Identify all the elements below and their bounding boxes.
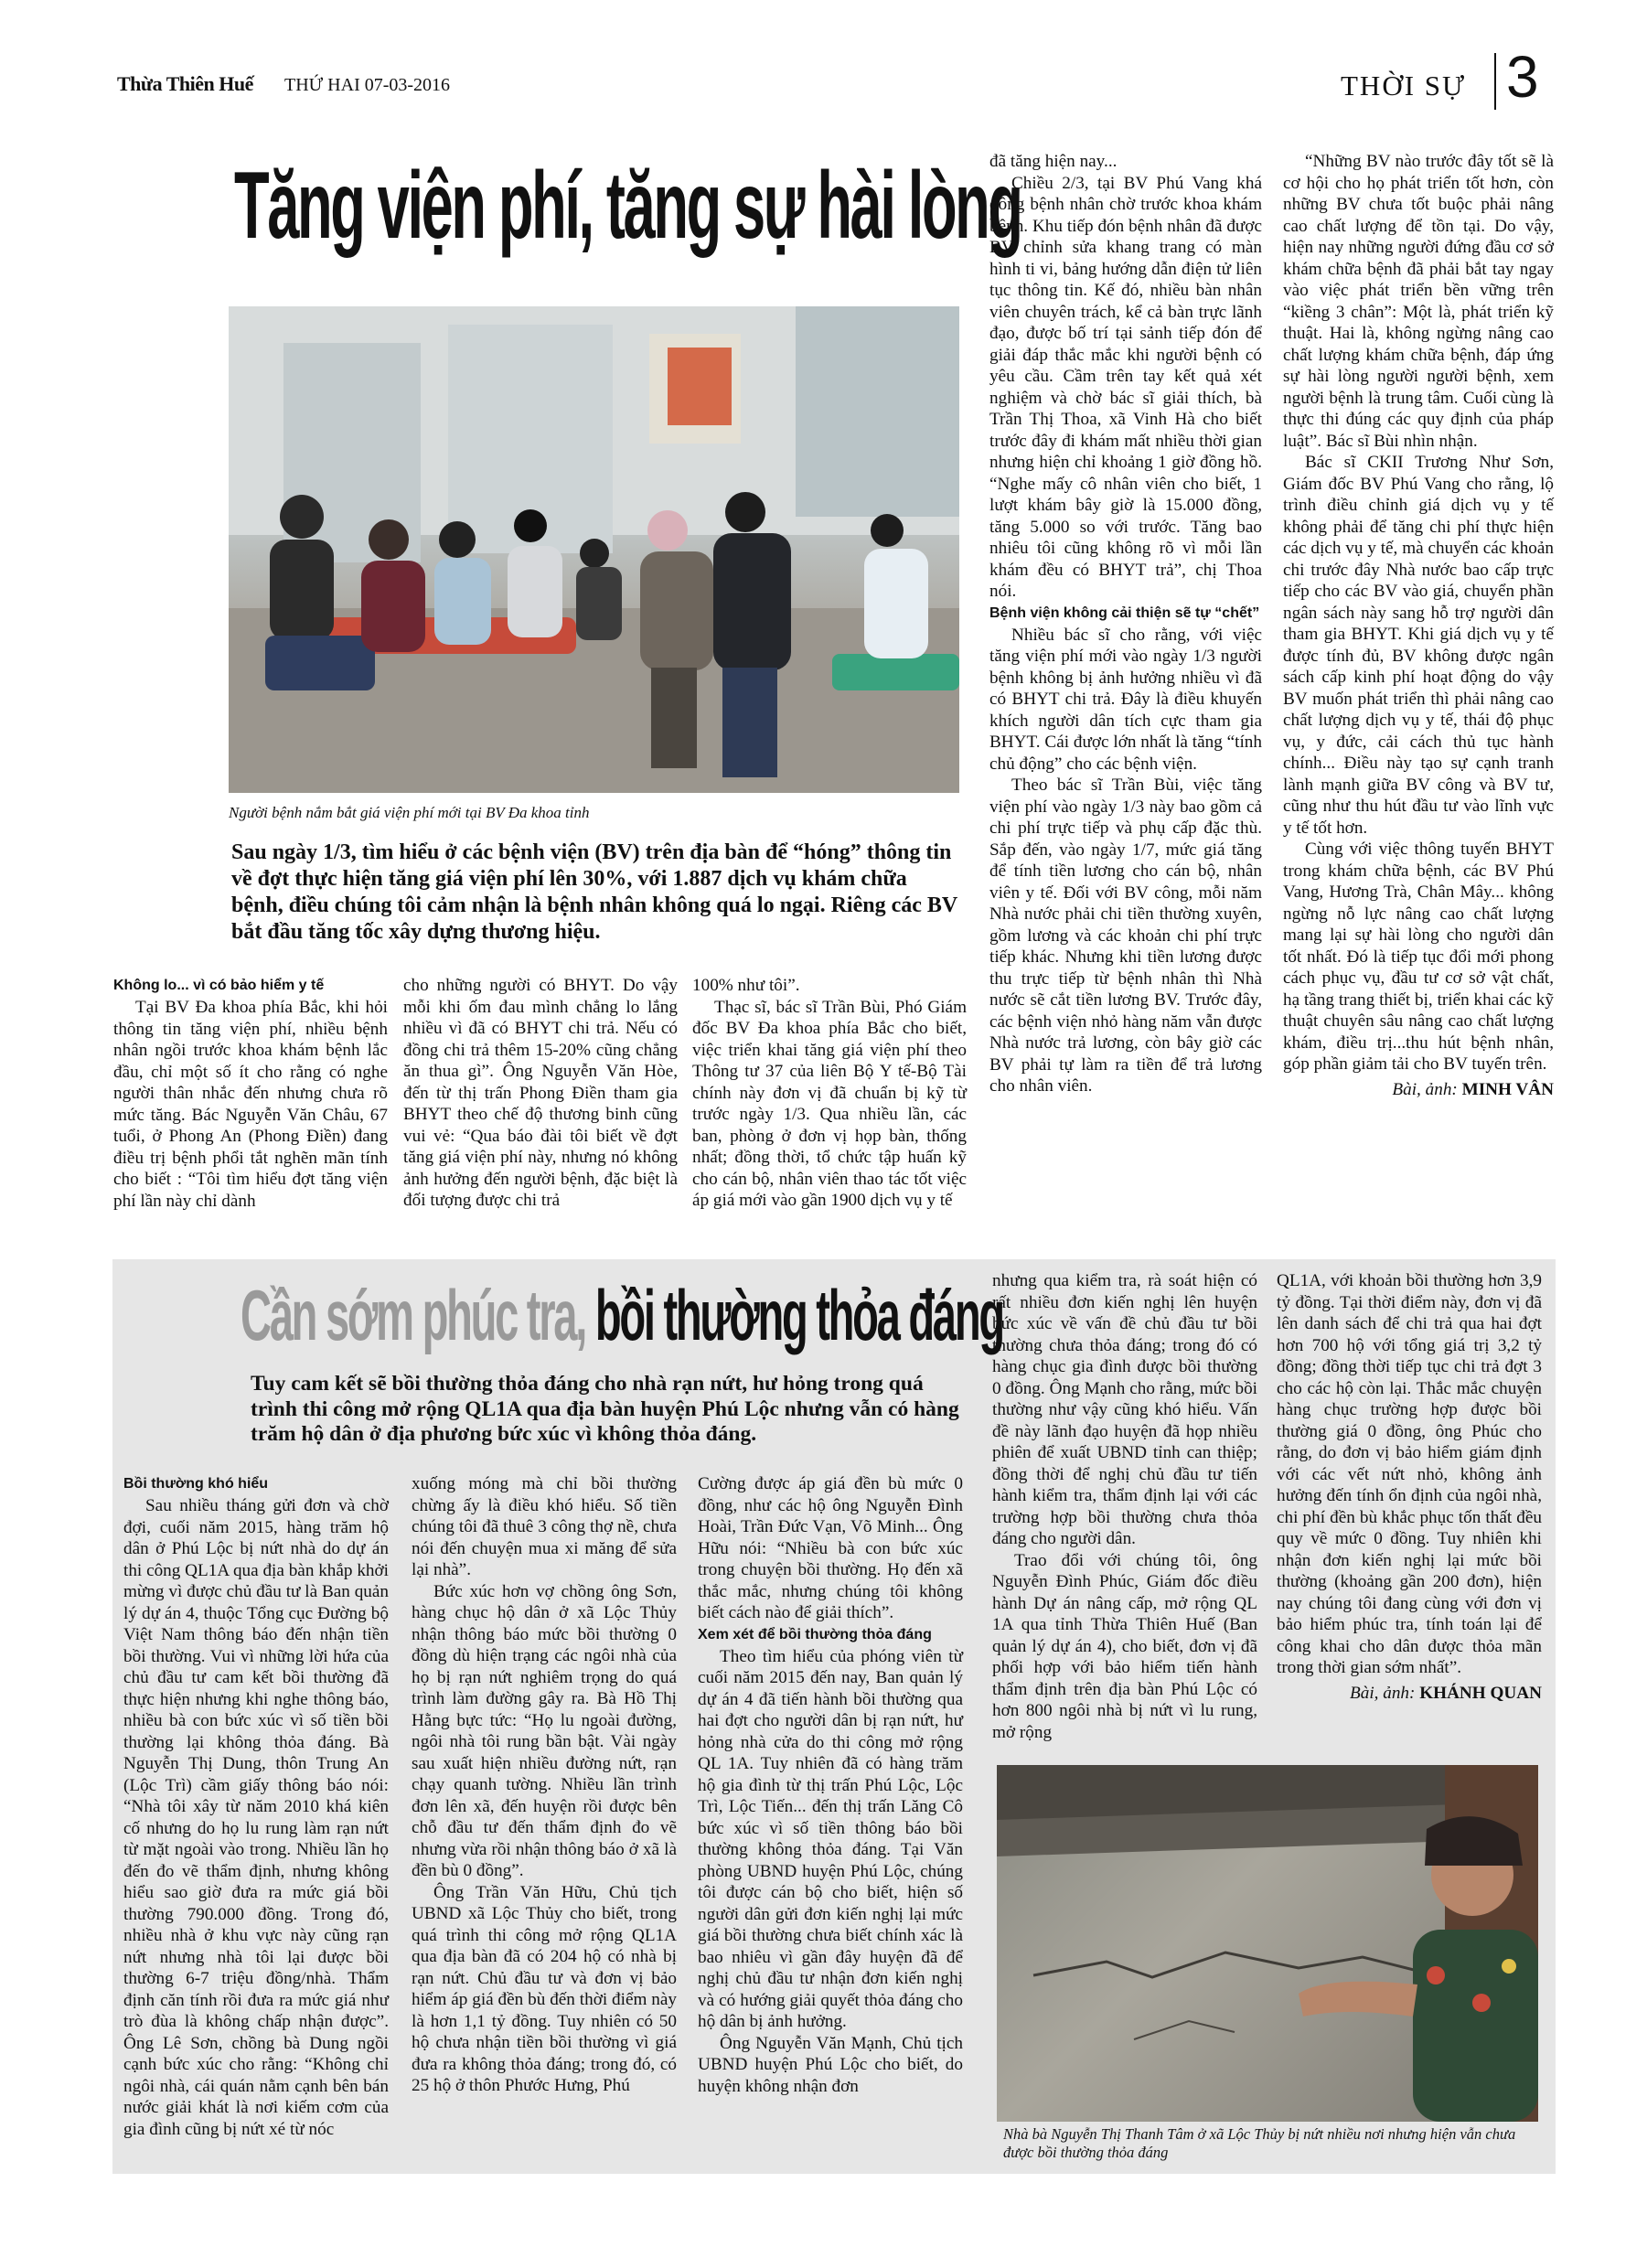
page-divider xyxy=(1494,53,1496,110)
article2-col1-text: Sau nhiều tháng gửi đơn và chờ đợi, cuối năm 2015, hàng trăm hộ dân ở Phú Lộc bị nứt nhà do dự án thi công QL1A qua địa bàn khắp khởi mừng vì được chủ đầu tư là Ban quản lý dự án 4, thuộc Tổng cục Đường bộ Việt Nam thông báo đến nhận tiền bồi thường. Vui vì những lời hứa của chủ đầu tư cam kết bồi thường đã thực hiện nhưng khi nghe thông báo, nhiều bà con bức xúc vì số tiền bồi thường lại không thỏa đáng. Bà Nguyễn Thị Dung, thôn Trung An (Lộc Trì) cầm giấy thông báo nói: “Nhà tôi xây từ năm 2010 khá kiên cố nhưng do họ lu rung làm rạn nứt từ mặt ngoài vào trong. Nhiều lần họ đến đo vẽ thẩm định, nhưng không hiểu sao giờ đưa ra mức giá bồi thường 790.000 đồng. Trong đó, nhiều nhà ở khu vực này cũng rạn nứt nhưng nhà tôi lại được bồi thường 6-7 triệu đồng/nhà. Thẩm định căn tính rồi đưa ra mức giá như trò đùa là không chấp nhận được”. Ông Lê Sơn, chồng bà Dung ngồi cạnh bức xúc cho rằng: “Không chỉ ngôi nhà, cái quán nằm cạnh bên bán nước giải khát là nơi kiếm cơm của gia đình cũng bị nứt xé từ nóc xyxy=(123,1496,389,2139)
cracked-wall-photo xyxy=(997,1765,1538,2122)
article2-col4-p2: Trao đổi với chúng tôi, ông Nguyễn Đình Phúc, Giám đốc điều hành Dự án nâng cấp, mở rộng QL 1A qua tỉnh Thừa Thiên Huế (Ban quản lý dự án 4), cho biết, đơn vị đã phối hợp với bảo hiểm tiến hành thẩm định trên địa bàn Phú Lộc có hơn 800 ngôi nhà bị nứt vì lu rung, mở rộng xyxy=(992,1550,1257,1742)
article1-col3 xyxy=(692,975,967,1212)
article2-col1 xyxy=(123,1473,389,2140)
article1-byline-label: Bài, ảnh: xyxy=(1392,1079,1458,1099)
article1-col1-text: Tại BV Đa khoa phía Bắc, khi hỏi thông tin tăng viện phí, nhiều bệnh nhân ngồi trước khoa khám bệnh lắc đầu, chỉ một số ít cho rằng có nghe người thân nhắc đến nhưng chưa rõ mức tăng. Bác Nguyễn Văn Châu, 67 tuổi, ở Phong An (Phong Điền) đang điều trị bệnh phổi tắt nghẽn mãn tính cho biết : “Tôi tìm hiểu đợt tăng viện phí lần này chỉ dành xyxy=(113,998,388,1211)
article1-byline xyxy=(1283,1079,1554,1101)
article2-col3-p3: Ông Nguyễn Văn Mạnh, Chủ tịch UBND huyện Phú Lộc cho biết, do huyện không nhận đơn xyxy=(698,2033,963,2096)
article2-photo-caption: Nhà bà Nguyễn Thị Thanh Tâm ở xã Lộc Thủy bị nứt nhiều nơi nhưng hiện vẫn chưa được bồi thường thỏa đáng xyxy=(1003,2125,1516,2161)
article2-col2 xyxy=(412,1473,677,2097)
hospital-photo xyxy=(229,306,959,793)
article1-col1 xyxy=(113,975,388,1212)
article2-byline-label: Bài, ảnh: xyxy=(1350,1683,1416,1703)
article1-col5-p1: “Những BV nào trước đây tốt sẽ là cơ hội cho họ phát triển tốt hơn, còn những BV chưa tốt buộc phải nâng cao chất lượng để tồn tại. Do vậy, hiện nay những người đứng đầu cơ sở khám chữa bệnh đã phải bắt tay ngay vào việc phát triển bền vững trên “kiềng 3 chân”: Một là, phát triển kỹ thuật. Hai là, không ngừng nâng cao chất lượng khám chữa bệnh, đáp ứng sự hài lòng người người bệnh, xem người bệnh là trung tâm. Cuối cùng là thực thi đúng các quy định của pháp luật”. Bác sĩ Bùi nhìn nhận. xyxy=(1283,152,1554,451)
article1-byline-name: MINH VÂN xyxy=(1461,1079,1554,1099)
article1-col3-p2: Thạc sĩ, bác sĩ Trần Bùi, Phó Giám đốc BV Đa khoa phía Bắc cho biết, việc triển khai tăng giá viện phí theo Thông tư 37 của liên Bộ Y tế-Bộ Tài chính này đơn vị đã chuẩn bị kỹ từ trước ngày 1/3. Qua nhiều lần, các ban, phòng ở đơn vị họp bàn, thống nhất; đồng thời, tổ chức tập huấn kỹ cho cán bộ, nhân viên thao tác tốt việc áp giá mới vào gần 1900 dịch vụ y tế xyxy=(692,997,967,1210)
article1-lead: Sau ngày 1/3, tìm hiểu ở các bệnh viện (BV) trên địa bàn để “hóng” thông tin về đợt thực hiện tăng giá viện phí lên 30%, với 1.887 dịch vụ khám chữa bệnh, điều chúng tôi cảm nhận là bệnh nhân không quá lo ngại. Riêng các BV bắt đầu tăng tốc xây dựng thương hiệu. xyxy=(231,840,957,944)
masthead-date: THỨ HAI 07-03-2016 xyxy=(284,75,451,95)
article1-col4-p2: Chiều 2/3, tại BV Phú Vang khá đông bệnh nhân chờ trước khoa khám bệnh. Khu tiếp đón bệnh nhân đã được BV chỉnh sửa khang trang có màn hình ti vi, bảng hướng dẫn điện tử liên tục thông tin. Kế đó, nhiều bàn nhân viên chuyên trách, kể cả bàn trực lãnh đạo, được bố trí tại sảnh tiếp đón để giải đáp thắc mắc khi người bệnh có yêu cầu. Cầm trên tay kết quả xét nghiệm và chờ bác sĩ giải thích, bà Trần Thị Thoa, xã Vinh Hà cho biết trước đây đi khám mất nhiều thời gian nhưng hiện chỉ khoảng 1 giờ đồng hồ. “Nghe mấy cô nhân viên cho biết, 1 lượt khám bây giờ là 15.000 đồng, tăng 5.000 so với trước. Tăng bao nhiêu tôi cũng không rõ vì mỗi lần khám đều có BHYT trả”, chị Thoa nói. xyxy=(989,173,1262,601)
masthead-paper: Thừa Thiên Huế xyxy=(117,72,253,95)
article2-byline-name: KHÁNH QUAN xyxy=(1419,1683,1542,1703)
article2-col4 xyxy=(992,1270,1257,1743)
page-number: 3 xyxy=(1506,44,1539,110)
article1-col4-p4: Theo bác sĩ Trần Bùi, việc tăng viện phí vào ngày 1/3 này bao gồm cả chi phí trực tiếp và phụ cấp đặc thù. Sắp đến, vào ngày 1/7, mức giá tăng để tính tiền lương cho cán bộ, nhân viên y tế. Đối với BV công, mỗi năm Nhà nước phải chi tiền thường xuyên, gồm lương và các khoản chi phí trực tiếp khác. Nhưng khi tiền lương được thu trực tiếp từ bệnh nhân thì Nhà nước sẽ cắt tiền lương BV. Trước đây, các bệnh viện nhỏ hàng năm vẫn được Nhà nước trả lương, còn bây giờ các BV phải tự làm ra tiền để trả lương cho nhân viên. xyxy=(989,776,1262,1096)
article2-headline-part2: bồi thường thỏa đáng xyxy=(594,1277,1003,1356)
article1-col2-text: cho những người có BHYT. Do vậy mỗi khi ốm đau mình chẳng lo lắng nhiều vì đã có BHYT chi trả. Nếu có đồng chi trả thêm 15-20% cũng chẳng ăn thua gì”. Ông Nguyễn Văn Hòe, đến từ thị trấn Phong Điền tham gia BHYT theo chế độ thương binh cũng vui vẻ: “Qua báo đài tôi biết về đợt tăng giá viện phí này, nhưng nó không ảnh hưởng đến người bệnh, đặc biệt là đối tượng được chi trả xyxy=(403,976,678,1210)
article2-col4-p1: nhưng qua kiểm tra, rà soát hiện có rất nhiều đơn kiến nghị lên huyện bức xúc về vấn đề chủ đầu tư bồi thường chưa thỏa đáng; trong đó có hàng chục gia đình được bồi thường 0 đồng. Ông Mạnh cho rằng, mức bồi thường như vậy cũng khó hiểu. Vấn đề này lãnh đạo huyện đã họp nhiều phiên để xuất UBND tỉnh can thiệp; đồng thời để nghị chủ đầu tư tiến hành kiểm tra, thẩm định lại với các trường hợp bồi thường chưa thỏa đáng cho người dân. xyxy=(992,1271,1257,1548)
article1-subhead1: Không lo... vì có bảo hiểm y tế xyxy=(113,978,325,993)
article2-byline xyxy=(1277,1683,1542,1705)
article1-col5-p2: Bác sĩ CKII Trương Như Sơn, Giám đốc BV Phú Vang cho rằng, lộ trình điều chỉnh giá dịch vụ y tế không phải để tăng chi phí thực hiện các dịch vụ y tế, mà chuyển các khoản chi trước đây Nhà nước bao cấp trực tiếp cho các BV vào giá, chuyển phần ngân sách này sang hỗ trợ người dân tham gia BHYT. Khi giá dịch vụ y tế được tính đủ, BV không được ngân sách cấp kinh phí hoạt động do vậy BV muốn phát triển thì phải nâng cao chất lượng dịch vụ y tế, thái độ phục vụ, y đức, cải cách thủ tục hành chính... Điều này tạo sự cạnh tranh lành mạnh giữa BV công và BV tư, cũng như thu hút đầu tư vào lĩnh vực y tế tốt hơn. xyxy=(1283,453,1554,838)
article1-photo-caption: Người bệnh nắm bắt giá viện phí mới tại BV Đa khoa tỉnh xyxy=(229,804,590,821)
article2-col3-p1: Cường được áp giá đền bù mức 0 đồng, như các hộ ông Nguyễn Đình Hoài, Trần Đức Vạn, Võ Minh... Ông Hữu nói: “Nhiều bà con bức xúc trong chuyện bồi thường. Họ đến xã thắc mắc, nhưng chúng tôi không biết cách nào để giải thích”. xyxy=(698,1474,963,1622)
article2-col3 xyxy=(698,1473,963,2097)
article1-col5-p3: Cùng với việc thông tuyến BHYT trong khám chữa bệnh, các BV Phú Vang, Hương Trà, Chân Mây... không ngừng nỗ lực nâng cao chất lượng mang lại sự hài lòng cho người dân tốt nhất. Đó là tiếp tục đổi mới phong cách phục vụ, đầu tư cơ sở vật chất, hạ tầng trang thiết bị, triển khai các kỹ thuật chuyên sâu nâng cao chất lượng khám, điều trị...thu hút bệnh nhân, góp phần giảm tải cho BV tuyến trên. xyxy=(1283,840,1554,1074)
article1-subhead2: Bệnh viện không cải thiện sẽ tự “chết” xyxy=(989,604,1260,621)
article2-col2-p2: Bức xúc hơn vợ chồng ông Sơn, hàng chục hộ dân ở xã Lộc Thủy nhận thông báo mức bồi thường 0 đồng dù hiện trạng các ngôi nhà của họ bị rạn nứt nghiêm trọng do quá trình làm đường gây ra. Bà Hồ Thị Hằng bực tức: “Họ lu ngoài đường, ngôi nhà tôi rung bần bật. Vài ngày sau xuất hiện nhiều đường nứt, rạn chạy quanh tường. Nhiều lần trình đơn lên xã, đến huyện rồi được bên chỗ đầu tư đến thẩm định đo vẽ nhưng vừa rồi nhận thông báo ở xã là đền bù 0 đồng”. xyxy=(412,1581,677,1880)
article1-col5 xyxy=(1283,151,1554,1100)
article1-col3-p1: 100% như tôi”. xyxy=(692,976,800,995)
article2-subhead1: Bồi thường khó hiểu xyxy=(123,1476,269,1492)
article2-col2-p1: xuống móng mà chỉ bồi thường chừng ấy là điều khó hiểu. Số tiền chúng tôi đã thuê 3 công thợ nề, chưa nói đến chuyện mua xi măng để sửa lại nhà”. xyxy=(412,1474,677,1579)
article2-col5 xyxy=(1277,1270,1542,1704)
article1-col2 xyxy=(403,975,678,1212)
article2-lead: Tuy cam kết sẽ bồi thường thỏa đáng cho nhà rạn nứt, hư hỏng trong quá trình thi công mở rộng QL1A qua địa bàn huyện Phú Lộc nhưng vẫn có hàng trăm hộ dân ở địa phương bức xúc vì không thỏa đáng. xyxy=(251,1372,959,1446)
article2-col5-text: QL1A, với khoản bồi thường hơn 3,9 tỷ đồng. Tại thời điểm này, đơn vị đã lên danh sách để chi trả qua hai đợt hơn 700 hộ với tổng giá trị 3,2 tỷ đồng; đồng thời tiếp tục chi trả đợt 3 cho các hộ còn lại. Thắc mắc chuyện hàng chục trường hợp được bồi thường giá 0 đồng, ông Phúc cho rằng, do đơn vị bảo hiểm giám định với các vết nứt nhỏ, không ảnh hưởng đến tính ổn định của ngôi nhà, chi phí đền bù khắc phục tốn thất đều quy về mức 0 đồng. Tuy nhiên khi nhận đơn kiến nghị lại mức bồi thường (khoảng gần 200 đơn), hiện nay chúng tôi đang cùng với đơn vị bảo hiểm phúc tra, tính toán lại để công khai cho dân được thỏa mãn trong thời gian sớm nhất”. xyxy=(1277,1271,1542,1677)
article2-col3-p2: Theo tìm hiểu của phóng viên từ cuối năm 2015 đến nay, Ban quản lý dự án 4 đã tiến hành bồi thường qua hai đợt cho người dân bị rạn nứt, hư hỏng nhà cửa do thi công mở rộng QL 1A. Tuy nhiên đã có hàng trăm hộ gia đình từ thị trấn Phú Lộc, Lộc Trì, Lộc Tiến... đến thị trấn Lăng Cô bức xúc vì số tiền thông báo bồi thường không thỏa đáng. Tại Văn phòng UBND huyện Phú Lộc, chúng tôi được cán bộ cho biết, hiện số người dân gửi đơn kiến nghị lại mức giá bồi thường chưa biết chính xác là bao nhiêu vì gần đây huyện đã để nghị chủ đầu tư nhận đơn kiến nghị và có hướng giải quyết thỏa đáng cho hộ dân bị ảnh hưởng. xyxy=(698,1646,963,2031)
section-name: THỜI SỰ xyxy=(1341,70,1467,102)
article1-col4 xyxy=(989,151,1262,1097)
article1-headline: Tăng viện phí, tăng sự hài lòng xyxy=(234,152,1021,259)
article2-headline-part1: Cần sớm phúc tra, xyxy=(241,1277,586,1356)
article2-headline xyxy=(241,1271,1003,1363)
article1-col4-p1: đã tăng hiện nay... xyxy=(989,152,1118,171)
article1-col4-p3: Nhiều bác sĩ cho rằng, với việc tăng viện phí mới vào ngày 1/3 người bệnh không bị ảnh hưởng nhiều vì đã có BHYT chi trả. Đây là điều khuyến khích người dân tích cực tham gia BHYT. Cái được lớn nhất là tăng “tính chủ động” cho các bệnh viện. xyxy=(989,625,1262,774)
article2-col2-p3: Ông Trần Văn Hữu, Chủ tịch UBND xã Lộc Thủy cho biết, trong quá trình thi công mở rộng QL1A qua địa bàn đã có 204 hộ có nhà bị rạn nứt. Chủ đầu tư và đơn vị bảo hiểm áp giá đền bù đến thời điểm này là hơn 1,1 tỷ đồng. Tuy nhiên có 50 hộ chưa nhận tiền bồi thường vì giá đưa ra không thỏa đáng; trong đó, có 25 hộ ở thôn Phước Hưng, Phú xyxy=(412,1882,677,2095)
article2-subhead2: Xem xét để bồi thường thỏa đáng xyxy=(698,1626,932,1642)
